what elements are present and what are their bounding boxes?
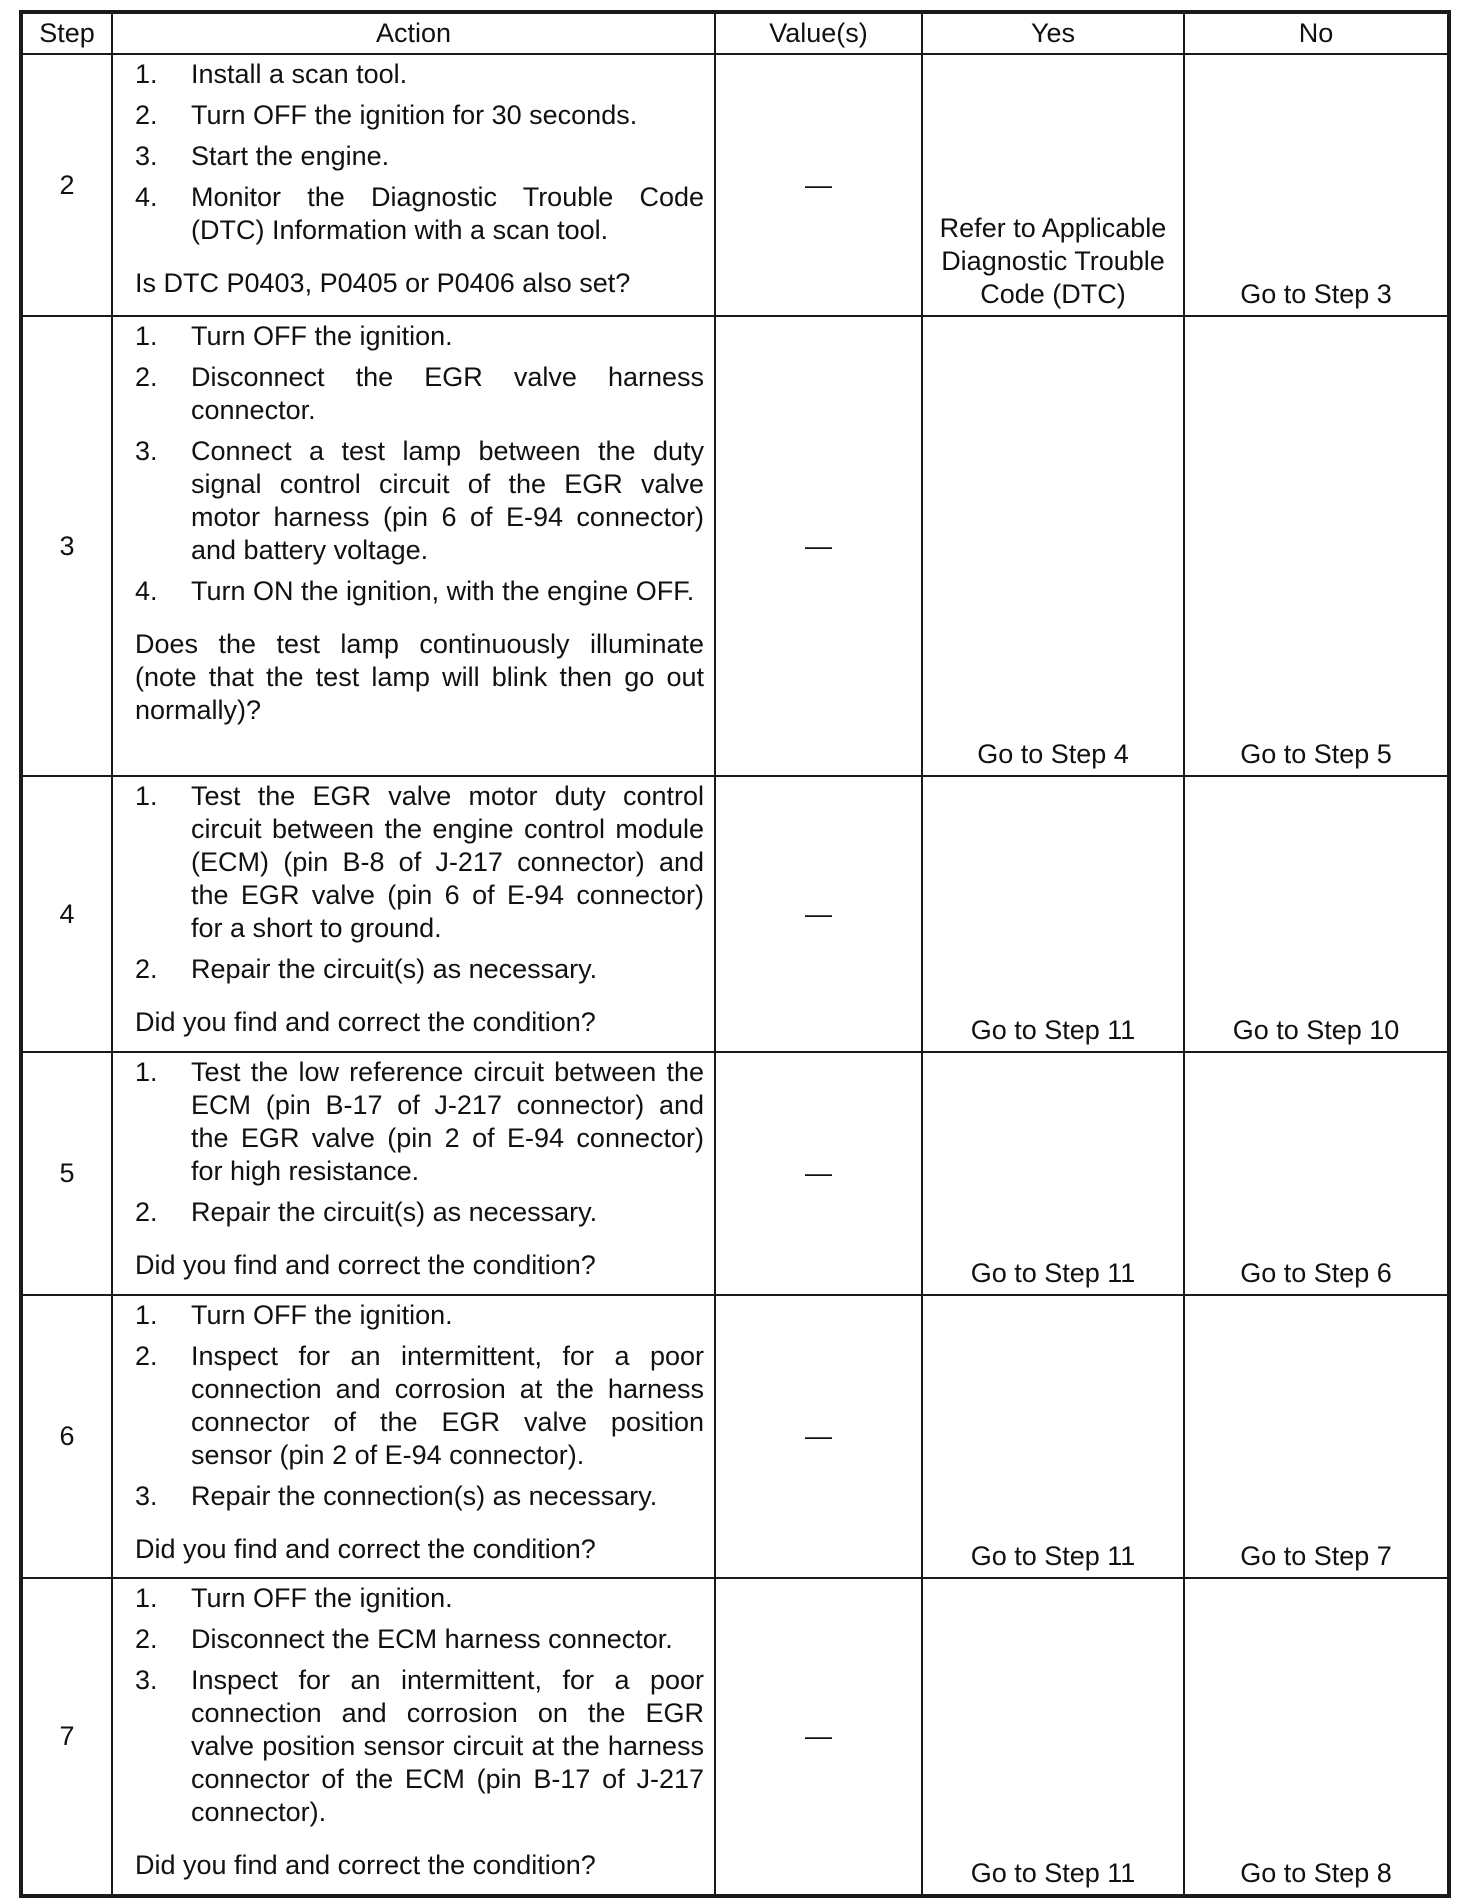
yes-cell: Go to Step 11 [922,1295,1184,1578]
action-item [135,1623,704,1656]
action-cell [112,1578,715,1896]
action-item [135,1480,704,1513]
item-number: 3. [135,436,158,466]
step-number: 4 [21,776,112,1052]
no-cell: Go to Step 8 [1184,1578,1449,1896]
action-question: Did you find and correct the condition? [135,1850,596,1880]
action-item [135,435,704,567]
item-number: 2. [135,1197,158,1227]
item-text: Test the EGR valve motor duty control circuit between the engine control module (ECM) (pin B-8 of J-217 connector) and the EGR valve (pin 6 of E-94 connector) for a short to ground. [191,781,704,943]
value-cell: — [715,776,922,1052]
step-number: 2 [21,54,112,316]
action-item [135,320,704,353]
action-cell [112,1052,715,1295]
item-text: Install a scan tool. [191,59,408,89]
item-text: Turn OFF the ignition for 30 seconds. [191,100,638,130]
item-number: 3. [135,1481,158,1511]
value-cell: — [715,1578,922,1896]
diagnostic-table [19,10,1451,1898]
action-item [135,1582,704,1615]
step-number: 5 [21,1052,112,1295]
item-number: 1. [135,1057,158,1087]
action-item [135,1340,704,1472]
step-number: 6 [21,1295,112,1578]
item-text: Disconnect the ECM harness connector. [191,1624,673,1654]
action-question: Is DTC P0403, P0405 or P0406 also set? [135,268,631,298]
item-text: Turn ON the ignition, with the engine OFF. [191,576,695,606]
item-number: 4. [135,182,158,212]
item-number: 1. [135,781,158,811]
item-number: 1. [135,59,158,89]
yes-cell: Go to Step 11 [922,1052,1184,1295]
item-text: Monitor the Diagnostic Trouble Code (DTC) Information with a scan tool. [191,182,704,245]
action-cell [112,54,715,316]
no-cell: Go to Step 3 [1184,54,1449,316]
no-cell: Go to Step 10 [1184,776,1449,1052]
no-cell: Go to Step 6 [1184,1052,1449,1295]
header-row [21,12,1449,54]
step-number: 7 [21,1578,112,1896]
action-cell [112,316,715,776]
action-item [135,953,704,986]
step-number: 3 [21,316,112,776]
item-text: Repair the circuit(s) as necessary. [191,954,598,984]
action-item [135,1299,704,1332]
item-number: 1. [135,321,158,351]
no-cell: Go to Step 7 [1184,1295,1449,1578]
item-text: Turn OFF the ignition. [191,1583,453,1613]
item-text: Inspect for an intermittent, for a poor connection and corrosion on the EGR valve position sensor circuit at the harness connector of the ECM (pin B-17 of J-217 connector). [191,1665,704,1827]
table-row [21,316,1449,776]
action-cell [112,1295,715,1578]
table-row [21,1052,1449,1295]
value-cell: — [715,1052,922,1295]
item-text: Repair the circuit(s) as necessary. [191,1197,598,1227]
action-question: Did you find and correct the condition? [135,1007,596,1037]
item-number: 2. [135,100,158,130]
yes-cell: Go to Step 11 [922,1578,1184,1896]
item-number: 3. [135,141,158,171]
yes-cell: Refer to Applicable Diagnostic Trouble Code (DTC) [922,54,1184,316]
item-text: Turn OFF the ignition. [191,1300,453,1330]
action-item [135,361,704,427]
item-text: Inspect for an intermittent, for a poor connection and corrosion at the harness connector of the EGR valve position sensor (pin 2 of E-94 connector). [191,1341,704,1470]
header-yes: Yes [922,12,1184,54]
value-cell: — [715,1295,922,1578]
table-row [21,1295,1449,1578]
action-item [135,1056,704,1188]
item-number: 4. [135,576,158,606]
no-cell: Go to Step 5 [1184,316,1449,776]
action-item [135,140,704,173]
item-text: Test the low reference circuit between the ECM (pin B-17 of J-217 connector) and the EGR valve (pin 2 of E-94 connector) for high resistance. [191,1057,704,1186]
item-text: Disconnect the EGR valve harness connector. [191,362,704,425]
action-item [135,780,704,945]
action-item [135,575,704,608]
action-item [135,1196,704,1229]
value-cell: — [715,54,922,316]
action-item [135,58,704,91]
item-number: 1. [135,1300,158,1330]
table-row [21,54,1449,316]
item-number: 2. [135,954,158,984]
value-cell: — [715,316,922,776]
item-number: 2. [135,362,158,392]
item-number: 2. [135,1341,158,1371]
action-question: Does the test lamp continuously illuminate (note that the test lamp will blink then go out normally)? [135,629,704,725]
table-row [21,776,1449,1052]
header-step: Step [21,12,112,54]
item-number: 3. [135,1665,158,1695]
action-item [135,1664,704,1829]
item-text: Start the engine. [191,141,390,171]
yes-cell: Go to Step 11 [922,776,1184,1052]
item-text: Connect a test lamp between the duty signal control circuit of the EGR valve motor harness (pin 6 of E-94 connector) and battery voltage. [191,436,704,565]
header-values: Value(s) [715,12,922,54]
action-question: Did you find and correct the condition? [135,1250,596,1280]
table-row [21,1578,1449,1896]
item-number: 2. [135,1624,158,1654]
action-item [135,99,704,132]
header-action: Action [112,12,715,54]
item-text: Turn OFF the ignition. [191,321,453,351]
action-item [135,181,704,247]
header-no: No [1184,12,1449,54]
yes-cell: Go to Step 4 [922,316,1184,776]
item-number: 1. [135,1583,158,1613]
action-question: Did you find and correct the condition? [135,1534,596,1564]
item-text: Repair the connection(s) as necessary. [191,1481,658,1511]
action-cell [112,776,715,1052]
